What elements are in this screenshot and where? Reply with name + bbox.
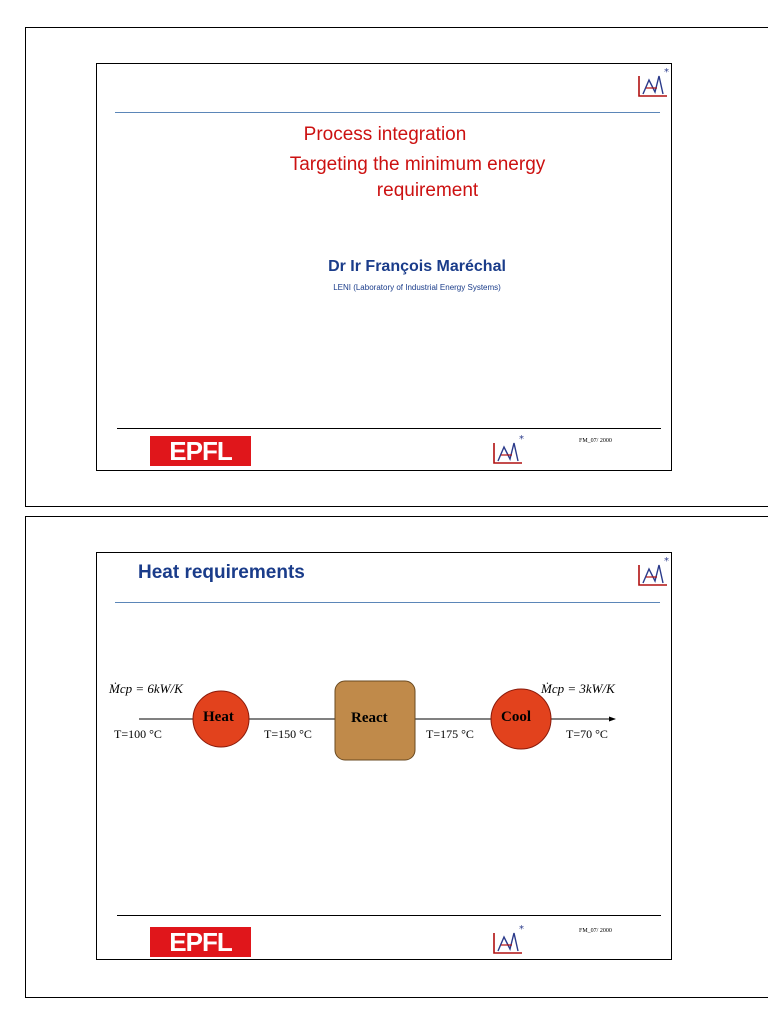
heat-label: Heat [203, 709, 234, 725]
epfl-logo [150, 436, 251, 466]
slide-1 [96, 63, 672, 471]
svg-text:*: * [664, 67, 669, 78]
title-line-2: Targeting the minimum energy [289, 154, 546, 175]
process-diagram [97, 553, 673, 961]
leni-logo-footer-icon [490, 923, 526, 957]
footer-code: FM_07/ 2000 [579, 928, 612, 934]
title-line-1: Process integration [303, 124, 467, 145]
lab-name: LENI (Laboratory of Industrial Energy Systems) [333, 283, 501, 292]
temp-3: T=175 °C [426, 727, 474, 741]
leni-logo-icon [635, 66, 671, 100]
title-separator [115, 112, 660, 113]
mcp-right-label: Ṁcp = 3kW/K [541, 681, 615, 696]
temp-2: T=150 °C [264, 727, 312, 741]
mcp-left-label: Ṁcp = 6kW/K [109, 681, 183, 696]
footer-code: FM_07/ 2000 [579, 438, 612, 444]
react-label: React [351, 710, 388, 726]
leni-logo-footer-icon [490, 433, 526, 467]
epfl-logo-text: EPFL [169, 436, 232, 466]
slide-2 [96, 552, 672, 960]
author-name: Dr Ir François Maréchal [328, 258, 506, 275]
slide-heading: Heat requirements [138, 562, 305, 583]
cool-label: Cool [501, 709, 531, 725]
title-line-3: requirement [376, 180, 479, 201]
svg-text:*: * [664, 556, 669, 567]
epfl-logo [150, 927, 251, 957]
svg-text:*: * [519, 924, 524, 935]
epfl-logo-text: EPFL [169, 927, 232, 957]
temp-4: T=70 °C [566, 727, 608, 741]
footer-separator [117, 915, 661, 916]
footer-separator [117, 428, 661, 429]
temp-1: T=100 °C [114, 727, 162, 741]
svg-text:*: * [519, 434, 524, 445]
